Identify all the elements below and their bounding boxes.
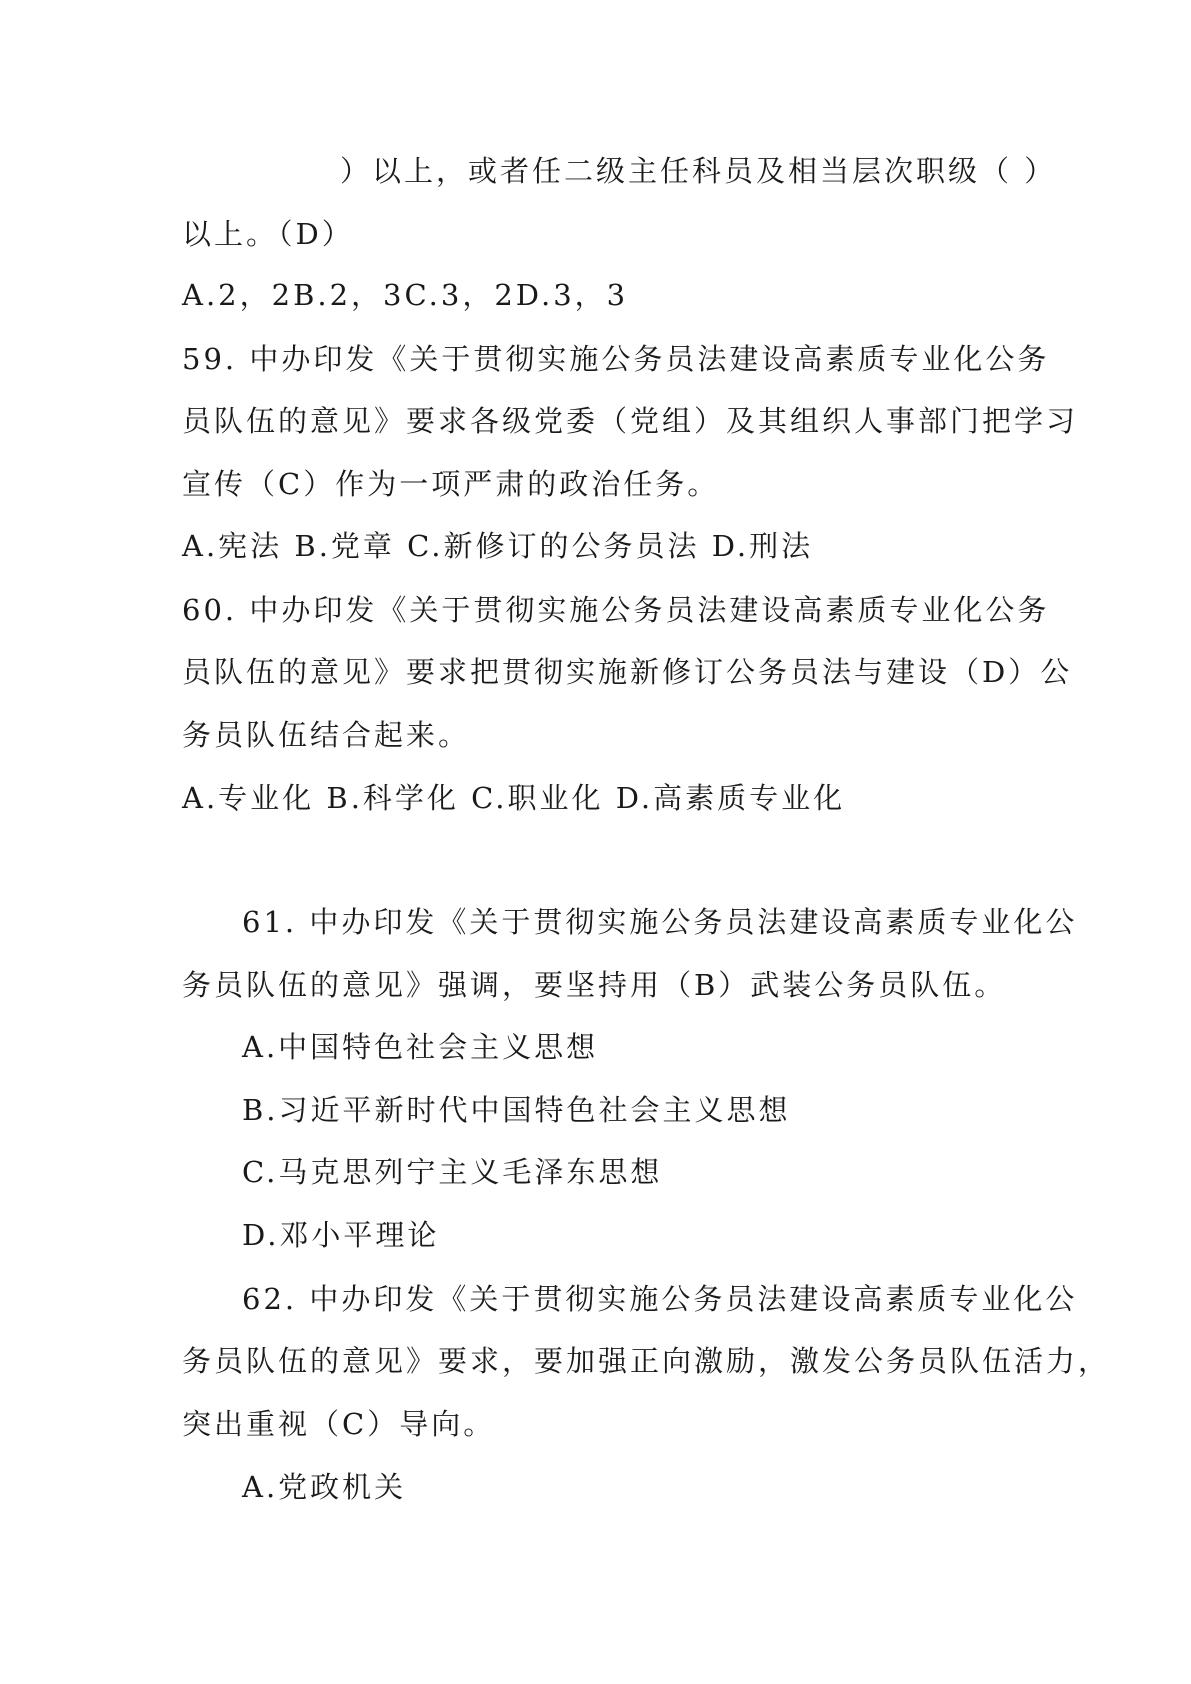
question-60-line: 60. 中办印发《关于贯彻实施公务员法建设高素质专业化公务: [182, 593, 1050, 627]
question-62-line: 62. 中办印发《关于贯彻实施公务员法建设高素质专业化公: [242, 1282, 1078, 1316]
question-59-line: 59. 中办印发《关于贯彻实施公务员法建设高素质专业化公务: [182, 342, 1050, 376]
text-line: 务员队伍的意见》要求，要加强正向激励，激发公务员队伍活力，: [182, 1344, 1111, 1378]
option-d: D.邓小平理论: [242, 1218, 440, 1252]
option-a: A.党政机关: [242, 1470, 407, 1504]
text-line: 务员队伍的意见》强调，要坚持用（B）武装公务员队伍。: [182, 968, 1007, 1002]
option-a: A.中国特色社会主义思想: [242, 1030, 599, 1064]
text-line: ）以上，或者任二级主任科员及相当层次职级（ ）: [340, 154, 1057, 188]
text-line: 以上。（D）: [182, 217, 354, 251]
question-61-line: 61. 中办印发《关于贯彻实施公务员法建设高素质专业化公: [242, 905, 1078, 939]
text-line: 务员队伍结合起来。: [182, 718, 471, 752]
text-line: A.2，2B.2，3C.3，2D.3，3: [182, 278, 629, 312]
text-line: 宣传（C）作为一项严肃的政治任务。: [182, 467, 720, 501]
text-line: 突出重视（C）导向。: [182, 1407, 496, 1441]
text-line: 员队伍的意见》要求各级党委（党组）及其组织人事部门把学习: [182, 404, 1079, 438]
options-line: A.宪法 B.党章 C.新修订的公务员法 D.刑法: [182, 529, 814, 563]
text-line: 员队伍的意见》要求把贯彻实施新修订公务员法与建设（D）公: [182, 655, 1073, 689]
option-b: B.习近平新时代中国特色社会主义思想: [242, 1093, 791, 1127]
options-line: A.专业化 B.科学化 C.职业化 D.高素质专业化: [182, 781, 846, 815]
option-c: C.马克思列宁主义毛泽东思想: [242, 1155, 663, 1189]
